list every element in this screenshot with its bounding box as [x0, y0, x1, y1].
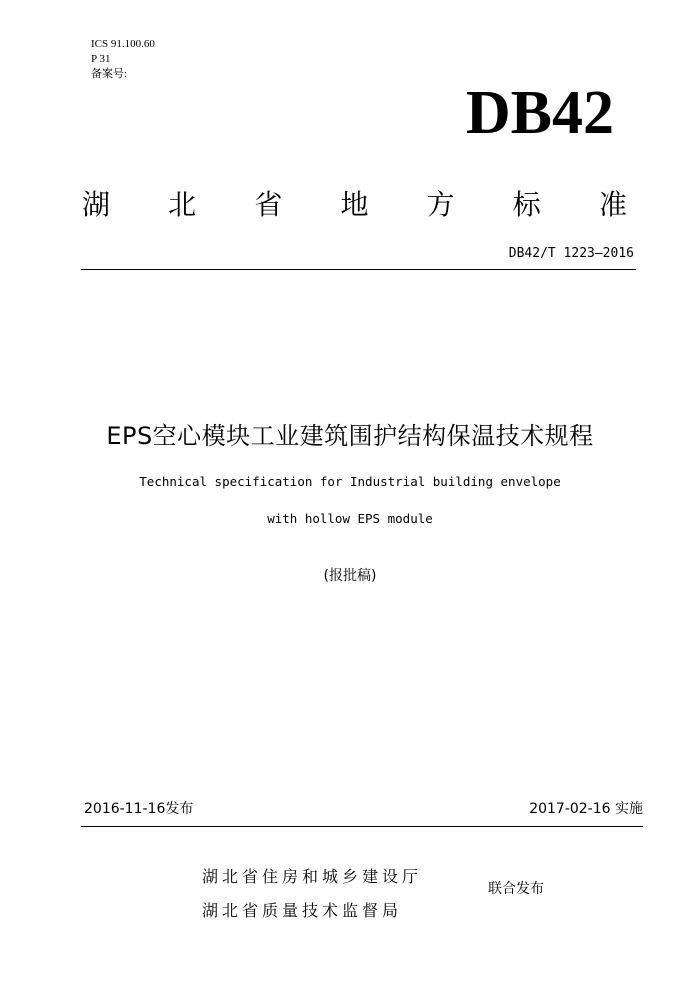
standard-type-char: 北 [168, 188, 197, 221]
document-title-en-line1: Technical specification for Industrial building envelope [139, 474, 561, 489]
issuing-authorities [202, 860, 422, 928]
footer-divider [81, 826, 643, 827]
issue-date: 2016-11-16发布 [84, 801, 194, 817]
joint-issue-label: 联合发布 [488, 881, 544, 897]
standard-type-char: 省 [254, 188, 283, 221]
effective-date: 2017-02-16 实施 [529, 801, 643, 817]
standard-type-char: 准 [598, 188, 627, 221]
standard-type-char: 方 [426, 188, 455, 221]
standard-number: DB42/T 1223—2016 [508, 246, 634, 261]
standard-type-title [82, 182, 627, 228]
header-divider [81, 269, 636, 270]
standard-type-char: 湖 [82, 188, 111, 221]
standard-type-char: 地 [340, 188, 369, 221]
draft-status-note: (报批稿) [323, 568, 377, 584]
document-title-en-line2: with hollow EPS module [267, 511, 433, 526]
document-title-cn: EPS空心模块工业建筑围护结构保温技术规程 [106, 422, 594, 450]
issuer-name: 湖北省质量技术监督局 [202, 901, 403, 920]
issuer-name: 湖北省住房和城乡建设厅 [202, 867, 423, 886]
standard-code-logo: DB42 [465, 79, 614, 147]
ccs-code: P 31 [91, 53, 111, 65]
ics-code: ICS 91.100.60 [91, 38, 155, 50]
classification-block [91, 37, 155, 82]
filing-number-label: 备案号: [91, 68, 128, 80]
standard-type-char: 标 [512, 188, 541, 221]
